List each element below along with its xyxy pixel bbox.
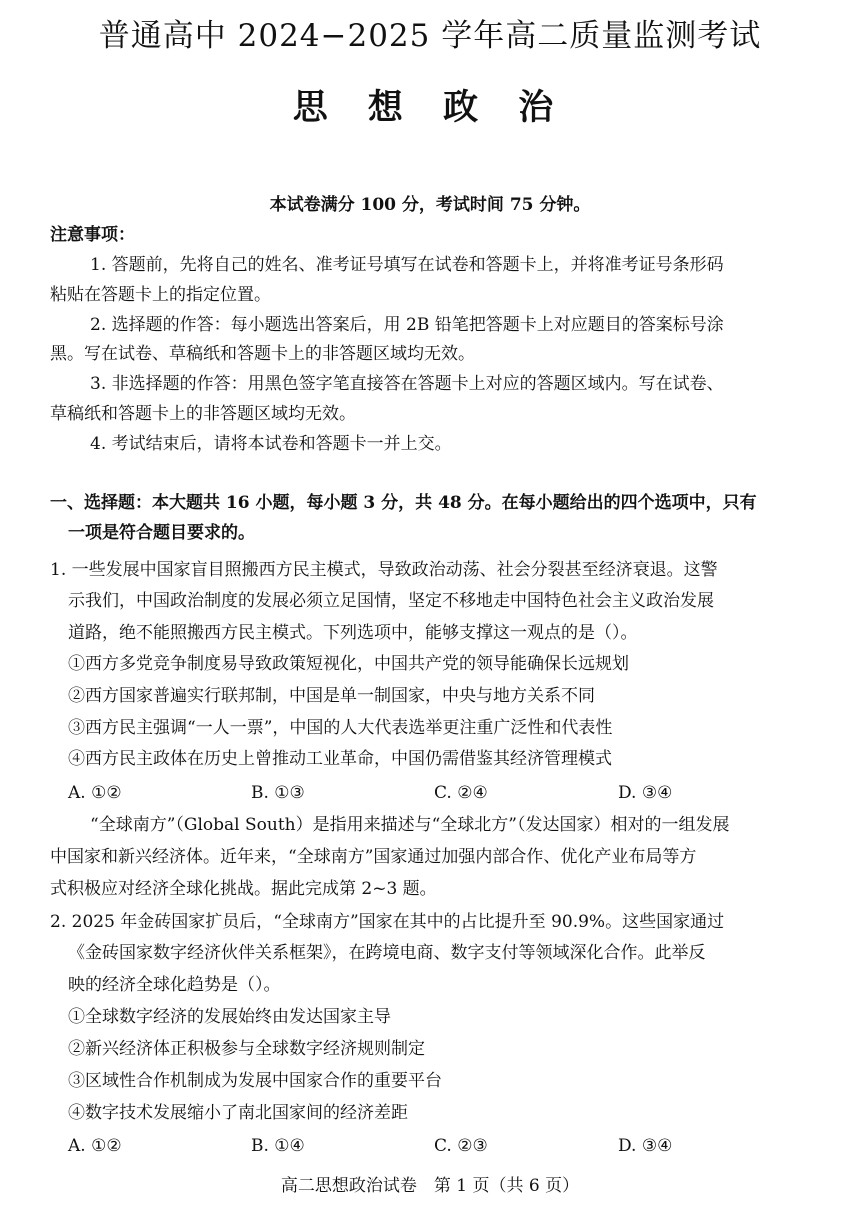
notice-line: 4. 考试结束后，请将本试卷和答题卡一并上交。 [90, 434, 452, 454]
notice-line: 1. 答题前，先将自己的姓名、准考证号填写在试卷和答题卡上，并将准考证号条形码 [90, 255, 724, 275]
option-b: B. ①④ [251, 1136, 305, 1156]
notice-line: 黑。写在试卷、草稿纸和答题卡上的非答题区域均无效。 [50, 344, 475, 364]
option-c: C. ②④ [434, 783, 488, 803]
notice-line: 粘贴在答题卡上的指定位置。 [50, 285, 271, 305]
question-stem: 1. 一些发展中国家盲目照搬西方民主模式，导致政治动荡、社会分裂甚至经济衰退。这警 [50, 560, 718, 580]
choice-item: ①全球数字经济的发展始终由发达国家主导 [68, 1007, 391, 1027]
subject-title: 思 想 政 治 [292, 87, 568, 128]
exam-title: 普通高中 2024−2025 学年高二质量监测考试 [98, 18, 762, 54]
question-stem: 2. 2025 年金砖国家扩员后，“全球南方”国家在其中的占比提升至 90.9%。这些国家通过 [50, 912, 725, 932]
option-d: D. ③④ [618, 783, 673, 803]
option-b: B. ①③ [251, 783, 305, 803]
exam-info: 本试卷满分 100 分，考试时间 75 分钟。 [269, 195, 591, 215]
choice-item: ③西方民主强调“一人一票”，中国的人大代表选举更注重广泛性和代表性 [68, 718, 613, 738]
choice-item: ③区域性合作机制成为发展中国家合作的重要平台 [68, 1071, 442, 1091]
choice-item: ②新兴经济体正积极参与全球数字经济规则制定 [68, 1039, 425, 1059]
notice-line: 3. 非选择题的作答：用黑色签字笔直接答在答题卡上对应的答题区域内。写在试卷、 [90, 374, 724, 394]
section-heading: 一项是符合题目要求的。 [68, 523, 255, 543]
option-a: A. ①② [68, 1136, 122, 1156]
notice-line: 2. 选择题的作答：每小题选出答案后，用 2B 铅笔把答题卡上对应题目的答案标号涂 [90, 315, 724, 335]
choice-item: ④数字技术发展缩小了南北国家间的经济差距 [68, 1103, 408, 1123]
question-stem: 映的经济全球化趋势是（）。 [68, 975, 281, 995]
choice-item: ①西方多党竞争制度易导致政策短视化，中国共产党的领导能确保长远规划 [68, 654, 629, 674]
notice-heading: 注意事项： [50, 225, 135, 245]
option-c: C. ②③ [434, 1136, 488, 1156]
question-stem: 道路，绝不能照搬西方民主模式。下列选项中，能够支撑这一观点的是（）。 [68, 623, 638, 643]
question-stem: 《金砖国家数字经济伙伴关系框架》，在跨境电商、数字支付等领域深化合作。此举反 [68, 943, 706, 963]
page-footer: 高二思想政治试卷 第 1 页（共 6 页） [280, 1176, 580, 1196]
choice-item: ②西方国家普遍实行联邦制，中国是单一制国家，中央与地方关系不同 [68, 686, 595, 706]
material-text: 式积极应对经济全球化挑战。据此完成第 2~3 题。 [50, 879, 437, 899]
notice-line: 草稿纸和答题卡上的非答题区域均无效。 [50, 404, 356, 424]
choice-item: ④西方民主政体在历史上曾推动工业革命，中国仍需借鉴其经济管理模式 [68, 749, 612, 769]
material-text: 中国家和新兴经济体。近年来，“全球南方”国家通过加强内部合作、优化产业布局等方 [50, 847, 697, 867]
option-d: D. ③④ [618, 1136, 673, 1156]
section-heading: 一、选择题：本大题共 16 小题，每小题 3 分，共 48 分。在每小题给出的四个选项中，只有 [50, 493, 757, 513]
material-text: “全球南方”（Global South）是指用来描述与“全球北方”（发达国家）相对的一组发展 [90, 815, 730, 835]
option-a: A. ①② [68, 783, 122, 803]
question-stem: 示我们，中国政治制度的发展必须立足国情，坚定不移地走中国特色社会主义政治发展 [68, 591, 714, 611]
